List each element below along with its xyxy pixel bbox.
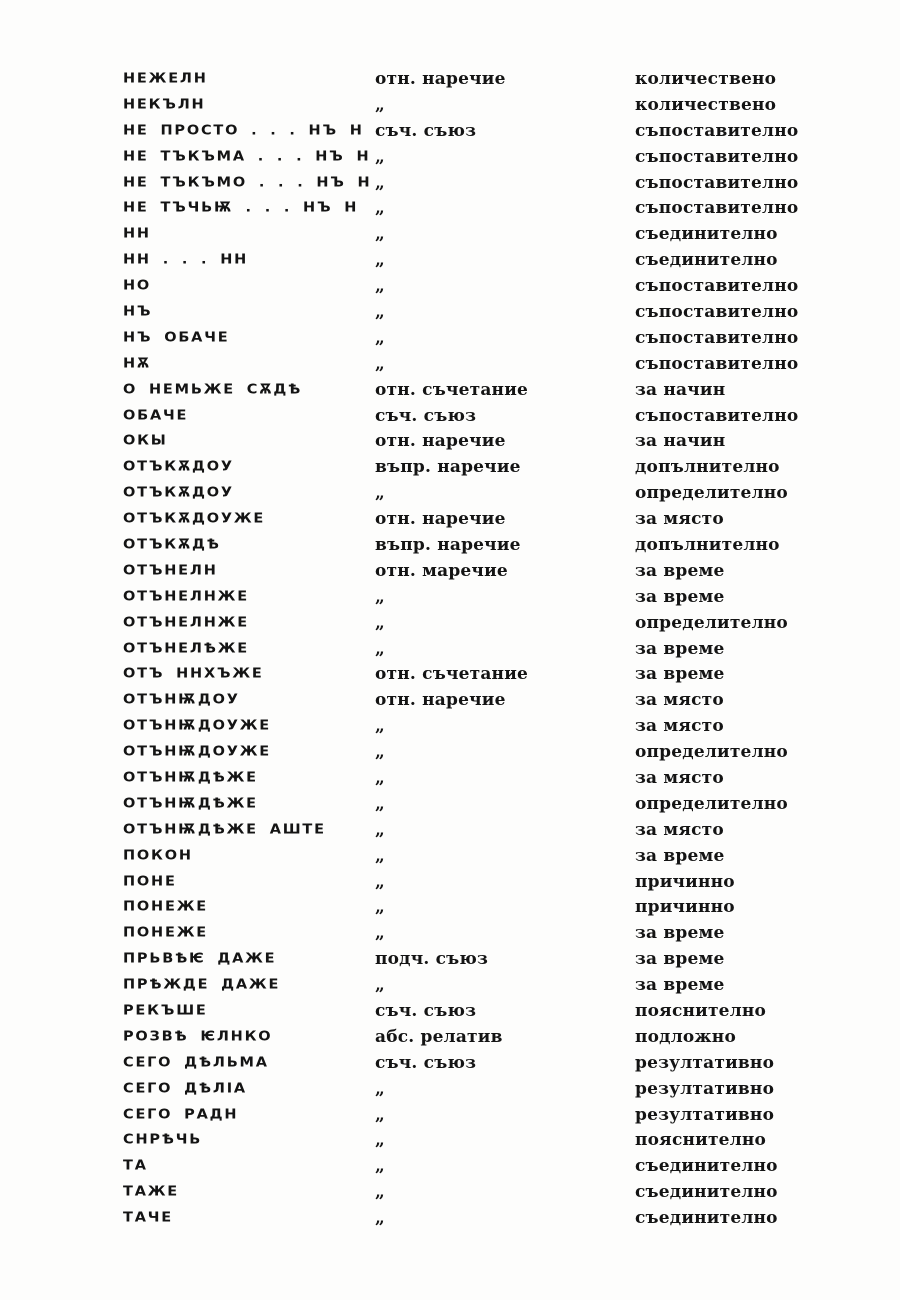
category-cell: абс. релатив xyxy=(375,1026,503,1047)
word-cell: ПОКОН xyxy=(123,848,193,864)
function-cell: за време xyxy=(635,845,725,866)
function-cell: съпоставително xyxy=(635,405,799,426)
table-row xyxy=(123,1128,798,1154)
word-cell: ОБАЧЕ xyxy=(123,408,189,423)
table-row xyxy=(123,144,798,170)
function-cell: пояснително xyxy=(635,1130,767,1151)
table-row xyxy=(123,636,798,662)
table-row xyxy=(123,713,798,739)
word-cell: НЕ ПРОСТО . . . НЪ Н xyxy=(123,123,364,139)
table-row xyxy=(123,869,798,895)
function-cell: за време xyxy=(635,560,725,581)
function-cell: за място xyxy=(635,509,724,530)
category-cell: „ xyxy=(375,845,385,866)
table-row xyxy=(123,1205,798,1231)
function-cell: съединително xyxy=(635,1208,778,1229)
table-row xyxy=(123,532,798,558)
category-cell: съч. съюз xyxy=(375,1001,477,1021)
function-cell: за време xyxy=(635,664,725,685)
function-cell: причинно xyxy=(635,897,735,918)
table-row xyxy=(123,170,798,196)
word-cell: ОТЪНЕЛНЖЕ xyxy=(123,615,249,631)
category-cell: „ xyxy=(375,146,385,167)
word-cell: ОТЪНѬДОУ xyxy=(123,692,240,708)
word-cell: ОТЪНѬДѢЖЕ xyxy=(123,796,258,812)
category-cell: съч. съюз xyxy=(375,405,477,426)
category-cell: „ xyxy=(375,327,385,348)
function-cell: за време xyxy=(635,975,725,996)
word-cell: РЕКЪШЕ xyxy=(123,1003,208,1019)
category-cell: „ xyxy=(375,1208,385,1229)
word-cell: ПОНЕЖЕ xyxy=(123,899,208,915)
category-cell: „ xyxy=(375,897,385,918)
table-row xyxy=(123,843,798,869)
function-cell: количествено xyxy=(635,68,777,89)
word-cell: ТА xyxy=(123,1158,148,1174)
word-cell: НН xyxy=(123,226,151,242)
category-cell: „ xyxy=(375,871,385,892)
word-cell: ТАЧЕ xyxy=(123,1210,173,1226)
table-row xyxy=(123,325,798,351)
table-row xyxy=(123,920,798,946)
category-cell: отн. наречие xyxy=(375,509,506,530)
category-cell: отн. съчетание xyxy=(375,379,529,400)
category-cell: подч. съюз xyxy=(375,949,489,970)
category-cell: „ xyxy=(375,172,385,193)
function-cell: резултативно xyxy=(635,1052,775,1073)
word-cell: ОТЪНЕЛН xyxy=(123,563,218,579)
category-cell: „ xyxy=(375,1130,385,1151)
table-row xyxy=(123,1102,798,1128)
category-cell: „ xyxy=(375,793,385,814)
category-cell: отн. наречие xyxy=(375,431,506,452)
table-row xyxy=(123,428,798,454)
function-cell: за време xyxy=(635,923,725,944)
category-cell: „ xyxy=(375,353,385,374)
function-cell: съединително xyxy=(635,1156,778,1177)
function-cell: съпоставително xyxy=(635,301,799,322)
word-cell: ОТЪНЕЛѢЖЕ xyxy=(123,641,249,656)
category-cell: „ xyxy=(375,767,385,788)
category-cell: въпр. наречие xyxy=(375,534,521,555)
function-cell: за начин xyxy=(635,379,726,400)
category-cell: „ xyxy=(375,94,385,115)
function-cell: съпоставително xyxy=(635,198,799,219)
word-cell: ПРѢЖДЕ ДАЖЕ xyxy=(123,977,281,993)
category-cell: „ xyxy=(375,612,385,633)
word-classification-table xyxy=(123,66,798,1231)
table-row xyxy=(123,377,798,403)
word-cell: ОТЪНѬДОУЖЕ xyxy=(123,718,271,734)
function-cell: за място xyxy=(635,819,724,840)
category-cell: съч. съюз xyxy=(375,1052,477,1073)
category-cell: отн. наречие xyxy=(375,68,506,89)
function-cell: съединително xyxy=(635,1182,778,1203)
word-cell: ОТЪКѪДОУ xyxy=(123,485,234,501)
word-cell: НЕ ТЪКЪМО . . . НЪ Н xyxy=(123,175,372,190)
function-cell: подложно xyxy=(635,1026,736,1047)
table-row xyxy=(123,661,798,687)
function-cell: съпоставително xyxy=(635,353,799,374)
table-row xyxy=(123,299,798,325)
word-cell: ОТЪ ННХЪЖЕ xyxy=(123,666,264,682)
table-row xyxy=(123,351,798,377)
category-cell: „ xyxy=(375,1182,385,1203)
function-cell: определително xyxy=(635,612,788,633)
word-cell: ОКЫ xyxy=(123,433,168,449)
word-cell: ОТЪНЕЛНЖЕ xyxy=(123,589,249,605)
table-row xyxy=(123,480,798,506)
function-cell: допълнително xyxy=(635,457,780,478)
table-row xyxy=(123,895,798,921)
word-cell: РОЗВѢ ѤЛНКО xyxy=(123,1029,273,1045)
function-cell: съединително xyxy=(635,224,778,245)
function-cell: определително xyxy=(635,483,788,504)
word-cell: ОТЪНѬДОУЖЕ xyxy=(123,744,271,760)
category-cell: „ xyxy=(375,250,385,271)
word-cell: НѪ xyxy=(123,356,152,372)
table-row xyxy=(123,998,798,1024)
table-row xyxy=(123,195,798,221)
category-cell: „ xyxy=(375,224,385,245)
word-cell: СНРѢЧЬ xyxy=(123,1133,203,1148)
word-cell: СЕГО РАДН xyxy=(123,1107,239,1123)
table-row xyxy=(123,403,798,429)
word-cell: ОТЪНѬДѢЖЕ АШТЕ xyxy=(123,822,326,838)
category-cell: отн. наречие xyxy=(375,690,506,711)
category-cell: „ xyxy=(375,1078,385,1099)
function-cell: количествено xyxy=(635,94,777,115)
word-cell: О НЕМЬЖЕ СѪДѢ xyxy=(123,382,303,398)
word-cell: НЪ xyxy=(123,304,153,320)
function-cell: за място xyxy=(635,767,724,788)
function-cell: определително xyxy=(635,793,788,814)
function-cell: за време xyxy=(635,949,725,970)
category-cell: „ xyxy=(375,638,385,659)
word-cell: ОТЪНѬДѢЖЕ xyxy=(123,770,258,786)
category-cell: „ xyxy=(375,586,385,607)
function-cell: допълнително xyxy=(635,534,780,555)
table-row xyxy=(123,1179,798,1205)
table-row xyxy=(123,247,798,273)
word-cell: НЕЖЕЛН xyxy=(123,71,208,87)
function-cell: причинно xyxy=(635,871,735,892)
word-cell: СЕГО ДѢЛЬМА xyxy=(123,1055,269,1071)
table-row xyxy=(123,66,798,92)
table-row xyxy=(123,791,798,817)
category-cell: „ xyxy=(375,301,385,322)
table-row xyxy=(123,558,798,584)
word-cell: НО xyxy=(123,278,152,294)
word-cell: ПОНЕЖЕ xyxy=(123,925,208,941)
category-cell: „ xyxy=(375,276,385,297)
table-row xyxy=(123,946,798,972)
word-cell: НЕ ТЪЧЬѬ . . . НЪ Н xyxy=(123,200,359,216)
function-cell: резултативно xyxy=(635,1078,775,1099)
word-cell: СЕГО ДѢЛІА xyxy=(123,1081,247,1097)
table-row xyxy=(123,92,798,118)
table-row xyxy=(123,687,798,713)
function-cell: съпоставително xyxy=(635,327,799,348)
function-cell: за място xyxy=(635,716,724,737)
table-row xyxy=(123,1076,798,1102)
function-cell: определително xyxy=(635,742,788,763)
table-row xyxy=(123,273,798,299)
function-cell: съпоставително xyxy=(635,172,799,193)
table-row xyxy=(123,1153,798,1179)
category-cell: „ xyxy=(375,819,385,840)
function-cell: резултативно xyxy=(635,1104,775,1125)
word-cell: ОТЪКѪДОУЖЕ xyxy=(123,511,266,527)
category-cell: „ xyxy=(375,742,385,763)
category-cell: „ xyxy=(375,483,385,504)
table-row xyxy=(123,610,798,636)
word-cell: ТАЖЕ xyxy=(123,1184,179,1200)
table-row xyxy=(123,739,798,765)
category-cell: съч. съюз xyxy=(375,120,477,141)
word-cell: НЕ ТЪКЪМА . . . НЪ Н xyxy=(123,149,371,165)
category-cell: отн. маречие xyxy=(375,560,508,581)
table-row xyxy=(123,1024,798,1050)
table-row xyxy=(123,454,798,480)
category-cell: „ xyxy=(375,1104,385,1125)
word-cell: ПОНЕ xyxy=(123,874,177,889)
function-cell: съпоставително xyxy=(635,120,799,141)
table-row xyxy=(123,506,798,532)
word-cell: ОТЪКѪДѢ xyxy=(123,537,221,553)
table-row xyxy=(123,118,798,144)
word-cell: ПРЬВѢѤ ДАЖЕ xyxy=(123,951,277,967)
word-cell: ОТЪКѪДОУ xyxy=(123,459,234,475)
category-cell: „ xyxy=(375,1156,385,1177)
table-row xyxy=(123,221,798,247)
word-cell: НЪ ОБАЧЕ xyxy=(123,330,230,346)
function-cell: за време xyxy=(635,638,725,659)
table-row xyxy=(123,972,798,998)
function-cell: за начин xyxy=(635,431,726,452)
function-cell: за място xyxy=(635,690,724,711)
word-cell: НЕКЪЛН xyxy=(123,97,206,113)
table-row xyxy=(123,1050,798,1076)
function-cell: съпоставително xyxy=(635,276,799,297)
table-row xyxy=(123,765,798,791)
category-cell: „ xyxy=(375,975,385,996)
category-cell: отн. съчетание xyxy=(375,664,529,685)
category-cell: „ xyxy=(375,716,385,737)
category-cell: „ xyxy=(375,923,385,944)
category-cell: въпр. наречие xyxy=(375,457,521,478)
function-cell: съпоставително xyxy=(635,146,799,167)
function-cell: съединително xyxy=(635,250,778,271)
table-row xyxy=(123,817,798,843)
table-row xyxy=(123,584,798,610)
function-cell: за време xyxy=(635,586,725,607)
function-cell: пояснително xyxy=(635,1001,767,1021)
category-cell: „ xyxy=(375,198,385,219)
word-cell: НН . . . НН xyxy=(123,252,249,268)
